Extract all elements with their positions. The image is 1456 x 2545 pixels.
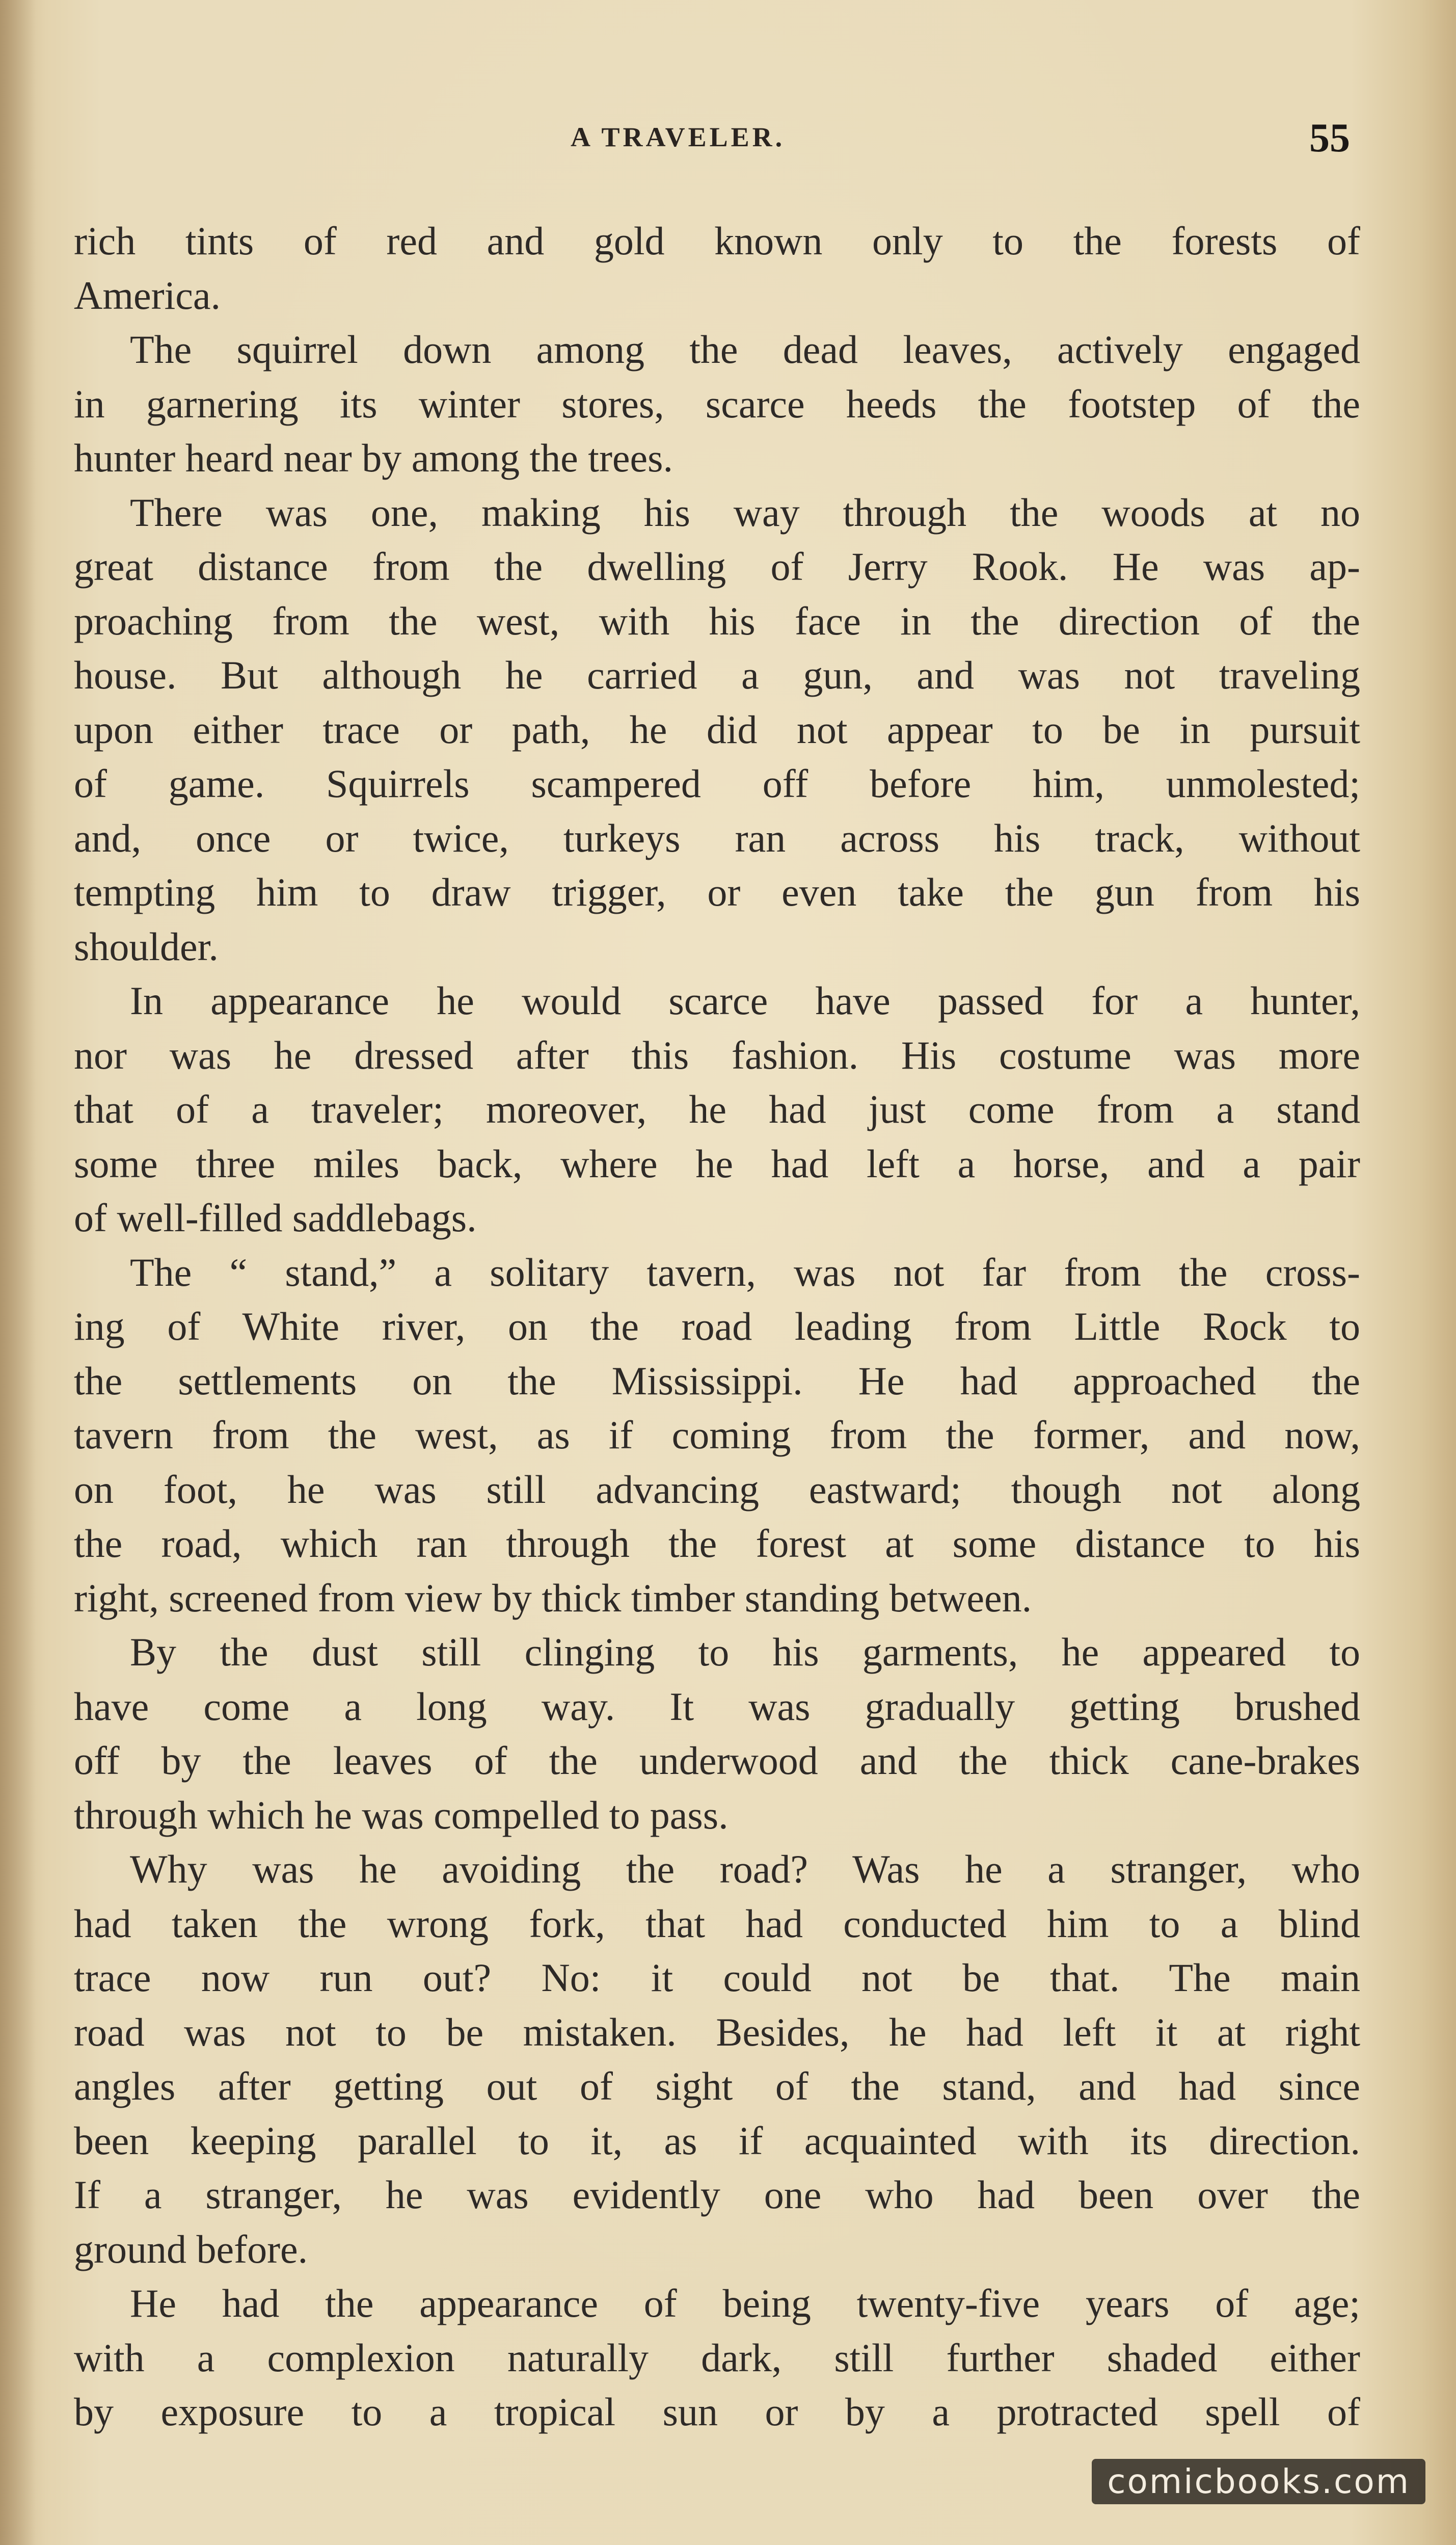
paragraph <box>74 2276 1360 2440</box>
text-line: had taken the wrong fork, that had conducted him to a blind <box>74 1901 1360 1946</box>
text-line: upon either trace or path, he did not appear to be in pursuit <box>74 707 1360 752</box>
text-line: and, once or twice, turkeys ran across his track, without <box>74 815 1360 860</box>
text-line: tempting him to draw trigger, or even take the gun from his <box>74 870 1360 914</box>
paragraph <box>74 974 1360 1245</box>
text-line: with a complexion naturally dark, still further shaded either <box>74 2335 1360 2380</box>
text-line: In appearance he would scarce have passed for a hunter, <box>130 978 1360 1023</box>
paragraph <box>74 1625 1360 1842</box>
text-line: He had the appearance of being twenty-five years of age; <box>130 2281 1360 2325</box>
text-line: The “ stand,” a solitary tavern, was not far from the cross- <box>130 1250 1360 1294</box>
text-line: been keeping parallel to it, as if acquainted with its direction. <box>74 2118 1360 2163</box>
text-line: on foot, he was still advancing eastward; though not along <box>74 1467 1360 1512</box>
text-line: trace now run out? No: it could not be that. The main <box>74 1955 1360 2000</box>
text-line: proaching from the west, with his face in the direction of the <box>74 598 1360 643</box>
text-line: Why was he avoiding the road? Was he a stranger, who <box>130 1847 1360 1891</box>
text-line: ing of White river, on the road leading from Little Rock to <box>74 1304 1360 1348</box>
text-line: There was one, making his way through the woods at no <box>130 490 1360 535</box>
text-line: have come a long way. It was gradually getting brushed <box>74 1684 1360 1729</box>
text-line: If a stranger, he was evidently one who had been over the <box>74 2172 1360 2217</box>
text-line: By the dust still clinging to his garments, he appeared to <box>130 1630 1360 1674</box>
page-edge-shadow <box>0 0 36 2545</box>
text-line: off by the leaves of the underwood and the thick cane-brakes <box>74 1738 1360 1783</box>
paragraph <box>74 1245 1360 1626</box>
running-title: A TRAVELER. <box>571 122 786 152</box>
text-line: the road, which ran through the forest at some distance to his <box>74 1521 1360 1566</box>
text-line: The squirrel down among the dead leaves, actively engaged <box>130 327 1360 372</box>
text-line: angles after getting out of sight of the stand, and had since <box>74 2064 1360 2108</box>
text-line: through which he was compelled to pass. <box>74 1792 729 1837</box>
text-line: of well-filled saddlebags. <box>74 1196 477 1240</box>
text-line: right, screened from view by thick timber standing between. <box>74 1575 1032 1620</box>
text-line: that of a traveler; moreover, he had just come from a stand <box>74 1087 1360 1131</box>
text-line: shoulder. <box>74 924 219 969</box>
running-header <box>0 115 1456 166</box>
text-line: by exposure to a tropical sun or by a protracted spell of <box>74 2390 1360 2434</box>
text-line: great distance from the dwelling of Jerry Rook. He was ap- <box>74 544 1360 589</box>
text-line: rich tints of red and gold known only to the forests of <box>74 219 1360 263</box>
text-line: house. But although he carried a gun, and was not traveling <box>74 653 1360 697</box>
text-line: the settlements on the Mississippi. He had approached the <box>74 1358 1360 1403</box>
text-line: some three miles back, where he had left a horse, and a pair <box>74 1141 1360 1186</box>
text-line: in garnering its winter stores, scarce heeds the footstep of the <box>74 381 1360 426</box>
text-line: hunter heard near by among the trees. <box>74 436 673 480</box>
watermark: comicbooks.com <box>1092 2459 1425 2504</box>
text-line: America. <box>74 273 221 317</box>
paragraph <box>74 214 1360 323</box>
text-line: ground before. <box>74 2226 308 2271</box>
page-number: 55 <box>1309 116 1350 161</box>
paragraph <box>74 1842 1360 2276</box>
paragraph <box>74 486 1360 974</box>
text-line: nor was he dressed after this fashion. His costume was more <box>74 1032 1360 1077</box>
body-text <box>74 214 1360 2440</box>
paragraph <box>74 323 1360 486</box>
text-line: of game. Squirrels scampered off before him, unmolested; <box>74 761 1360 806</box>
text-line: road was not to be mistaken. Besides, he had left it at right <box>74 2009 1360 2054</box>
text-line: tavern from the west, as if coming from the former, and now, <box>74 1413 1360 1457</box>
